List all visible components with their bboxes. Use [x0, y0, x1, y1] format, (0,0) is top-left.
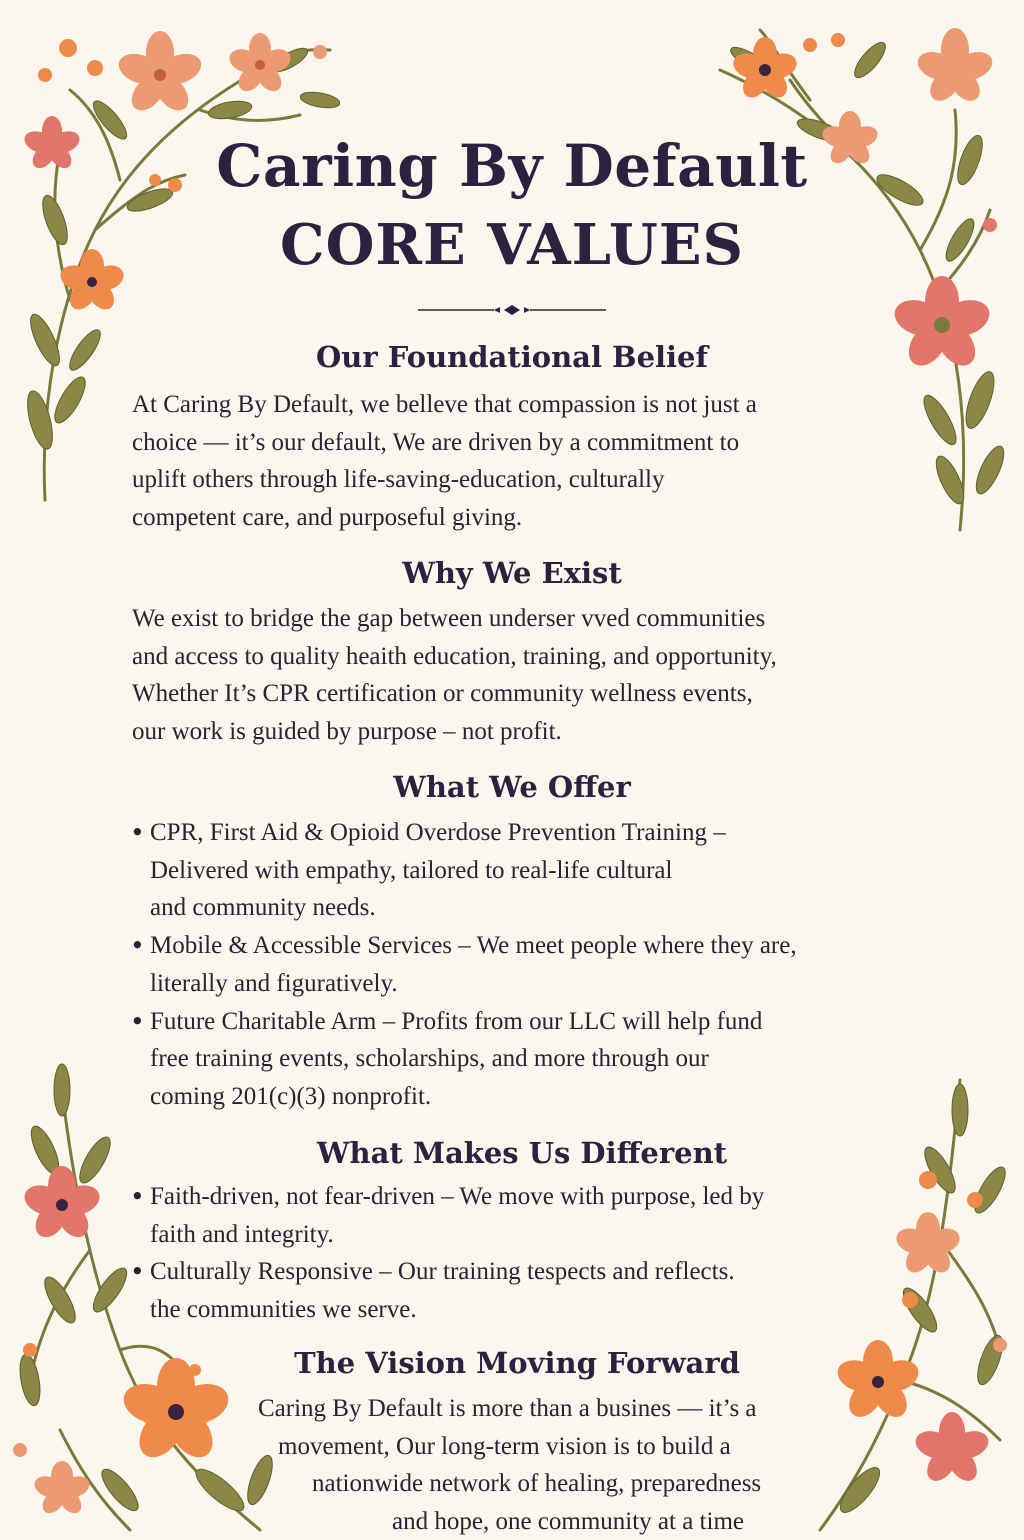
text-line: and access to quality heaith education, training, and opportunity, — [132, 638, 912, 676]
text-line: Caring By Default is more than a busines — it’s a — [250, 1390, 870, 1428]
why-we-exist-text — [132, 600, 912, 751]
text-line: free training events, scholarships, and more through our — [150, 1040, 920, 1078]
text-line: uplift others through life-saving-education, culturally — [132, 461, 912, 499]
text-line: Future Charitable Arm – Profits from our LLC will help fund — [150, 1003, 920, 1041]
text-line: movement, Our long-term vision is to build a — [250, 1428, 870, 1466]
title-brand: Caring By Default — [0, 132, 1024, 200]
text-line: Whether It’s CPR certification or community wellness events, — [132, 675, 912, 713]
text-line: CPR, First Aid & Opioid Overdose Prevention Training – — [150, 814, 920, 852]
title-core-values: CORE VALUES — [0, 212, 1024, 278]
text-line: faith and integrity. — [150, 1216, 920, 1254]
heading-foundational-belief: Our Foundational Belief — [212, 340, 812, 374]
text-line: literally and figuratively. — [150, 965, 920, 1003]
title-divider — [414, 300, 610, 320]
heading-why-we-exist: Why We Exist — [262, 556, 762, 590]
text-line: Delivered with empathy, tailored to real-life cultural — [150, 852, 920, 890]
text-line: At Caring By Default, we belleve that compassion is not just a — [132, 386, 912, 424]
foundational-belief-text — [132, 386, 912, 537]
text-line: nationwide network of healing, preparedness — [250, 1465, 870, 1503]
heading-vision-moving-forward: The Vision Moving Forward — [217, 1346, 817, 1380]
text-line: and community needs. — [150, 889, 920, 927]
heading-what-makes-us-different: What Makes Us Different — [222, 1136, 822, 1170]
text-line: Mobile & Accessible Services – We meet people where they are, — [150, 927, 920, 965]
text-line: and hope, one community at a time — [250, 1503, 870, 1540]
heading-what-we-offer: What We Offer — [262, 770, 762, 804]
list-item: • Future Charitable Arm – Profits from our LLC will help fund free training events, scholarships, and more through our coming 201(c)(3) nonprofit. — [130, 1003, 920, 1116]
list-item: • CPR, First Aid & Opioid Overdose Prevention Training – Delivered with empathy, tailored to real-life cultural and community needs. — [130, 814, 920, 927]
text-line: competent care, and purposeful giving. — [132, 499, 912, 537]
text-line: our work is guided by purpose – not profit. — [132, 713, 912, 751]
list-item: • Faith-driven, not fear-driven – We move with purpose, led by faith and integrity. — [130, 1178, 920, 1253]
text-line: the communities we serve. — [150, 1291, 920, 1329]
list-item: • Culturally Responsive – Our training tespects and reflects. the communities we serve. — [130, 1253, 920, 1328]
offer-list — [130, 814, 920, 1116]
text-line: Faith-driven, not fear-driven – We move with purpose, led by — [150, 1178, 920, 1216]
list-item: • Mobile & Accessible Services – We meet people where they are, literally and figuratively. — [130, 927, 920, 1002]
text-line: We exist to bridge the gap between underser vved communities — [132, 600, 912, 638]
vision-text — [250, 1390, 870, 1540]
text-line: Culturally Responsive – Our training tespects and reflects. — [150, 1253, 920, 1291]
text-line: choice — it’s our default, We are driven by a commitment to — [132, 424, 912, 462]
different-list — [130, 1178, 920, 1329]
text-line: coming 201(c)(3) nonprofit. — [150, 1078, 920, 1116]
